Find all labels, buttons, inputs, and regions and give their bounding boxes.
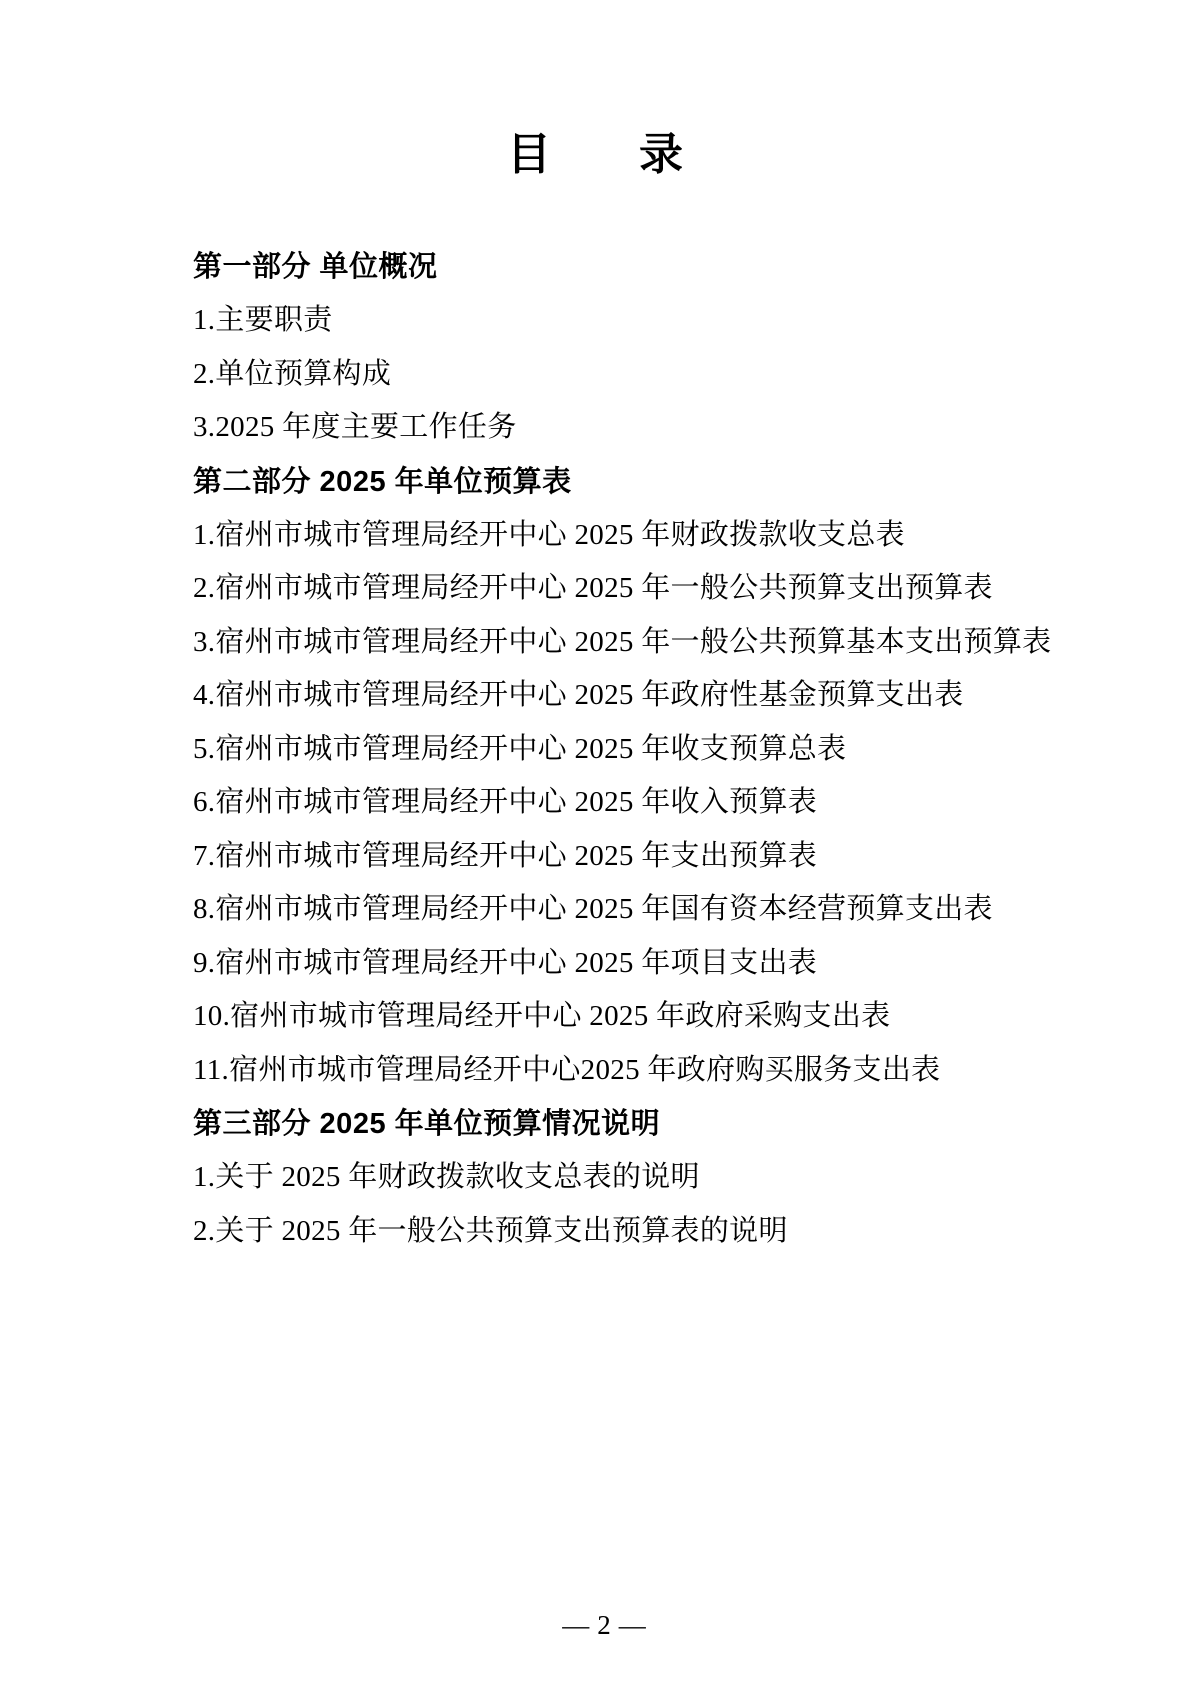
toc-item[interactable]: 11.宿州市城市管理局经开中心2025 年政府购买服务支出表 — [193, 1053, 941, 1086]
toc-item[interactable]: 3.宿州市城市管理局经开中心 2025 年一般公共预算基本支出预算表 — [193, 625, 1052, 658]
toc-item[interactable]: 7.宿州市城市管理局经开中心 2025 年支出预算表 — [193, 839, 818, 872]
toc-item[interactable]: 2.宿州市城市管理局经开中心 2025 年一般公共预算支出预算表 — [193, 572, 993, 604]
toc-item[interactable]: 1.宿州市城市管理局经开中心 2025 年财政拨款收支总表 — [193, 518, 905, 551]
page-number — [0, 1610, 1190, 1641]
page-number-value: 2 — [597, 1610, 613, 1640]
page-title: 目 录 — [507, 130, 705, 179]
toc-item[interactable]: 5.宿州市城市管理局经开中心 2025 年收支预算总表 — [193, 732, 847, 765]
toc-item[interactable]: 1.关于 2025 年财政拨款收支总表的说明 — [193, 1161, 700, 1193]
toc-item[interactable]: 2.关于 2025 年一般公共预算支出预算表的说明 — [193, 1214, 788, 1247]
page-number-right-dash: — — [618, 1610, 648, 1640]
toc-item[interactable]: 2.单位预算构成 — [193, 357, 392, 390]
toc-item[interactable]: 4.宿州市城市管理局经开中心 2025 年政府性基金预算支出表 — [193, 679, 964, 711]
toc-section-heading-2: 第二部分 2025 年单位预算表 — [193, 465, 572, 498]
toc-item[interactable]: 9.宿州市城市管理局经开中心 2025 年项目支出表 — [193, 946, 818, 979]
toc-item[interactable]: 10.宿州市城市管理局经开中心 2025 年政府采购支出表 — [193, 1000, 891, 1032]
table-of-contents — [0, 240, 1190, 1258]
toc-item[interactable]: 6.宿州市城市管理局经开中心 2025 年收入预算表 — [193, 786, 818, 818]
toc-section-heading-3: 第三部分 2025 年单位预算情况说明 — [193, 1108, 661, 1140]
toc-section-heading-1: 第一部分 单位概况 — [193, 251, 438, 283]
toc-item[interactable]: 8.宿州市城市管理局经开中心 2025 年国有资本经营预算支出表 — [193, 893, 993, 925]
toc-item[interactable]: 3.2025 年度主要工作任务 — [193, 411, 517, 443]
toc-item[interactable]: 1.主要职责 — [193, 304, 333, 336]
page-number-left-dash: — — [562, 1610, 592, 1640]
